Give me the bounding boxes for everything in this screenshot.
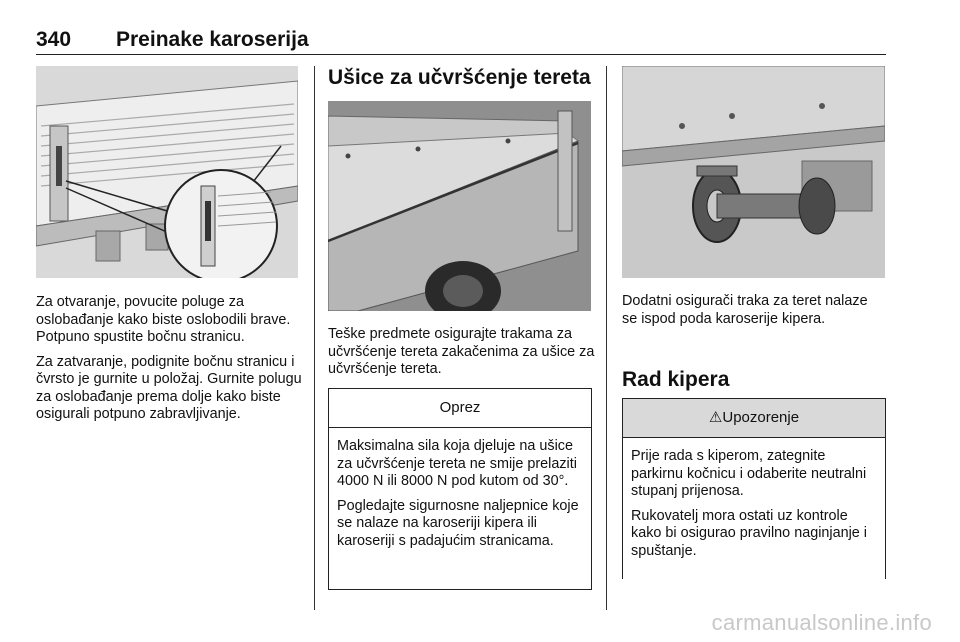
underbody-drawing [622,66,885,278]
page-header [36,28,886,55]
warning-title: Upozorenje [722,409,800,426]
watermark: carmanualsonline.info [711,610,932,635]
warning-body [623,438,885,573]
section-heading-tipper: Rad kipera [622,368,730,391]
page-number: 340 [36,28,72,51]
underbody-hook-illustration [622,66,885,278]
column-divider [606,66,607,610]
cargo-bed-drawing [328,101,591,311]
paragraph-tie-downs: Teške predmete osigurajte trakama za učvršćenje tereta zakačenima za ušice za učvršćenje tereta. [328,326,595,377]
section-heading-tie-downs: Ušice za učvršćenje tereta [328,66,591,89]
side-panel-drawing [36,66,298,278]
cargo-bed-illustration [328,101,591,311]
warning-paragraph: Rukovatelj mora ostati uz kontrole kako bi osigurao pravilno naginjanje i spuštanje. [631,507,867,559]
warning-paragraph: Prije rada s kiperom, zategnite parkirnu kočnicu i odaberite neutralni stupanj prijenosa. [631,448,867,499]
caution-paragraph: Pogledajte sigurnosne naljepnice koje se nalaze na karoseriji kipera ili karoseriji s padajućim stranicama. [337,497,579,549]
caution-body [329,428,591,563]
caution-box [328,388,592,590]
caution-paragraph: Maksimalna sila koja djeluje na ušice za učvršćenje tereta ne smije prelaziti 4000 N ili 8000 N pod kutom od 30°. [337,438,577,489]
warning-box [622,398,886,579]
side-panel-release-illustration [36,66,298,278]
tailgate-instructions [36,294,306,431]
column-divider [314,66,315,610]
paragraph-opening: Za otvaranje, povucite poluge za oslobađanje kako biste oslobodili brave. Potpuno spustite bočnu stranicu. [36,294,291,345]
tie-down-instructions [328,326,598,386]
warning-header [623,399,885,438]
paragraph-extra-tie-downs: Dodatni osigurači traka za teret nalaze se ispod poda karoserije kipera. [622,293,868,327]
paragraph-closing: Za zatvaranje, podignite bočnu stranicu i čvrsto je gurnite u položaj. Gurnite polugu za oslobađanje prema dolje kako biste osigurali potpuno zabravljivanje. [36,353,302,422]
warning-triangle-icon: ⚠ [708,409,723,426]
caution-title: Oprez [329,389,591,428]
page-title: Preinake karoserija [116,28,309,51]
extra-tie-downs-note [622,293,884,335]
